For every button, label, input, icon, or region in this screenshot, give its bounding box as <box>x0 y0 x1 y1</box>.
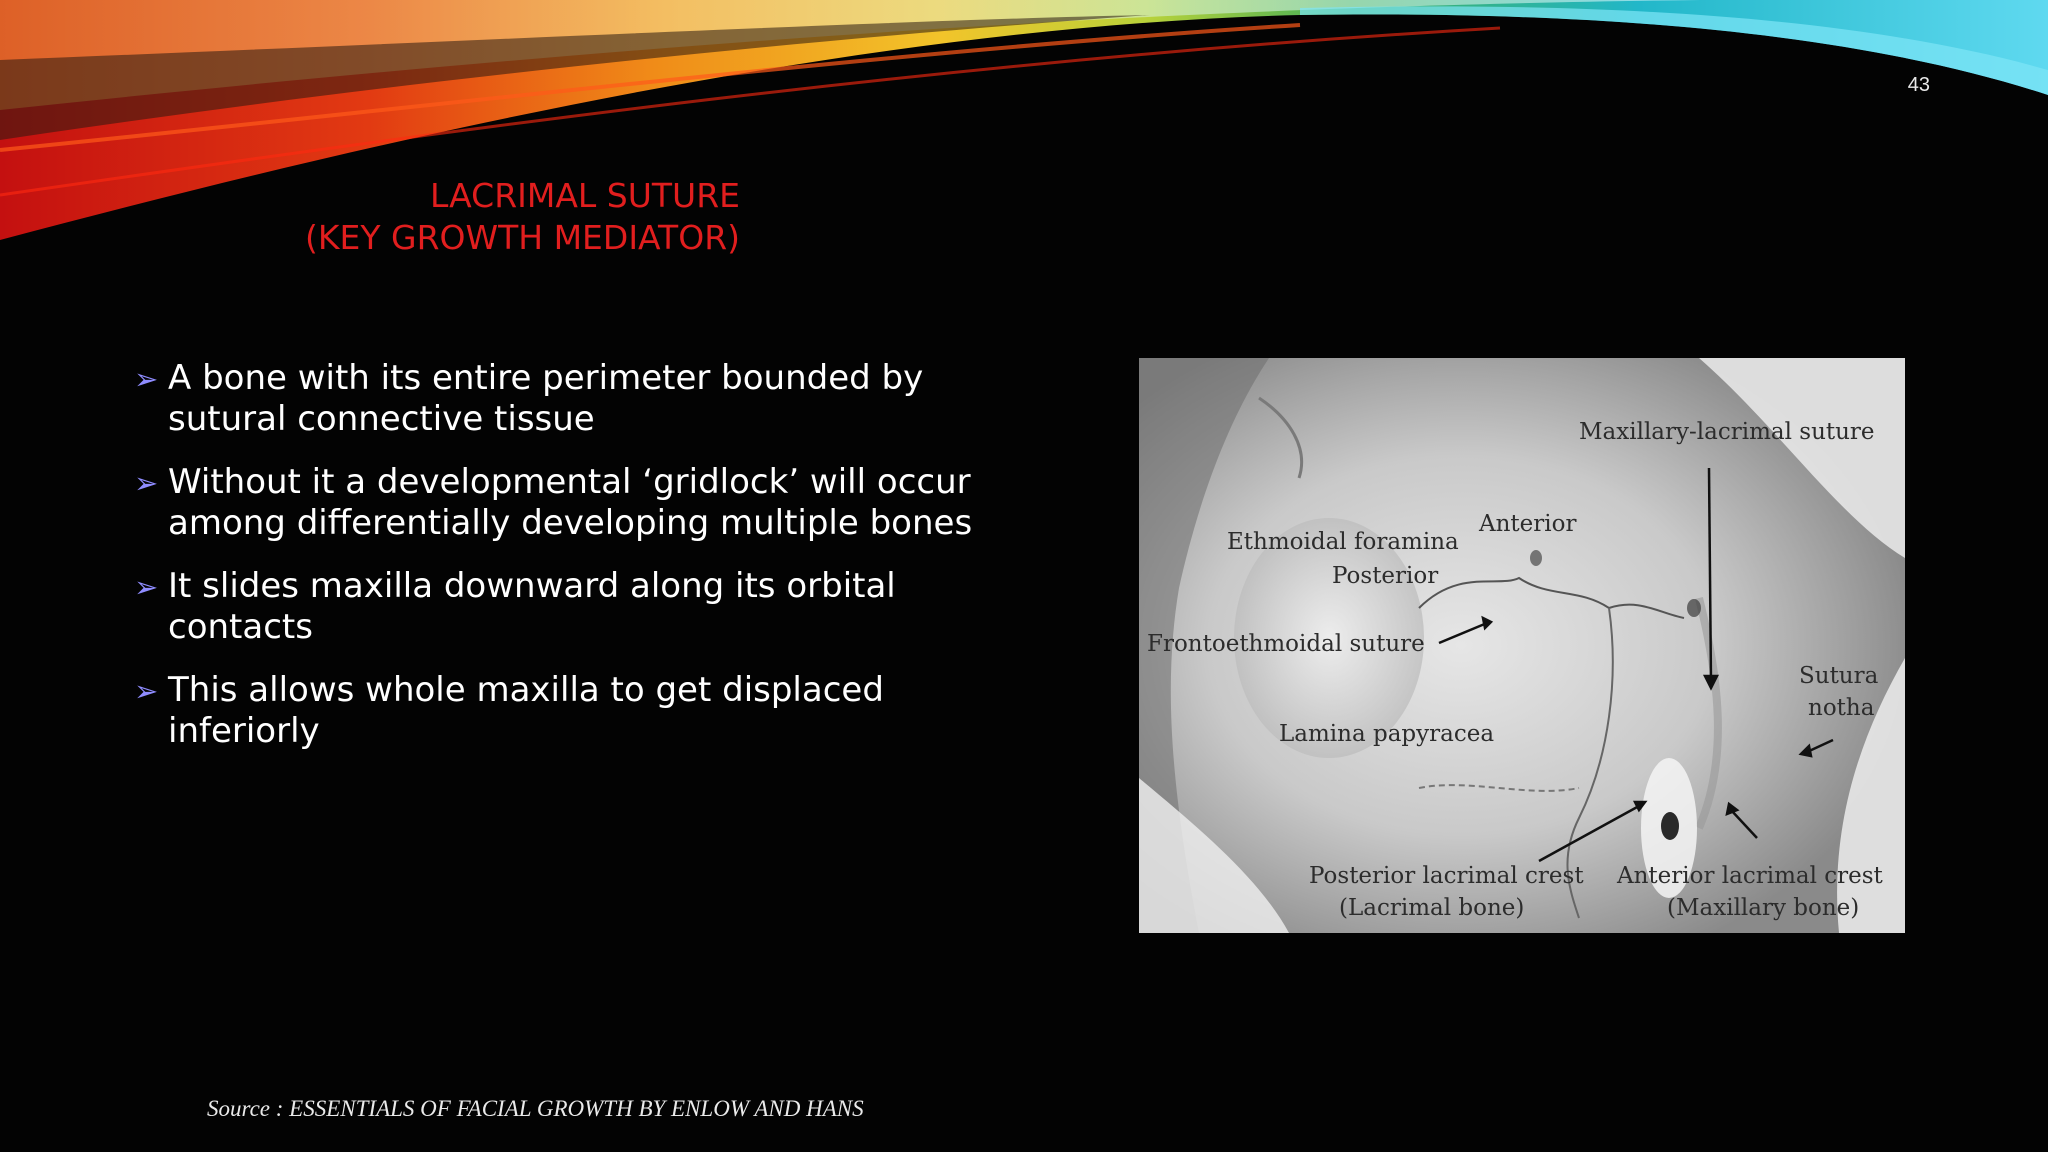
bullet-item <box>130 462 1010 544</box>
label-ethmoidal-foramina: Ethmoidal foramina <box>1227 529 1459 555</box>
bullet-text: This allows whole maxilla to get displaced inferiorly <box>168 670 884 751</box>
label-maxillary-bone: (Maxillary bone) <box>1667 895 1860 921</box>
bullet-text: Without it a developmental ‘gridlock’ will occur among differentially developing multiple bones <box>168 462 973 543</box>
bullet-item <box>130 670 1010 752</box>
label-posterior-lacrimal-crest: Posterior lacrimal crest <box>1309 863 1584 889</box>
arrow-bullet-icon: ➢ <box>134 674 159 708</box>
label-sutura: Sutura <box>1799 663 1879 689</box>
arrow-bullet-icon: ➢ <box>134 362 159 396</box>
slide-title <box>200 175 740 259</box>
bullet-text: It slides maxilla downward along its orbital contacts <box>168 566 896 647</box>
arrow-bullet-icon: ➢ <box>134 570 159 604</box>
slide-title-line-2: (KEY GROWTH MEDIATOR) <box>305 218 740 257</box>
orbit-anatomy-figure <box>1139 358 1905 933</box>
bullet-item <box>130 566 1010 648</box>
slide-title-line-1: LACRIMAL SUTURE <box>430 176 740 215</box>
label-lacrimal-bone: (Lacrimal bone) <box>1339 895 1525 921</box>
label-lamina-papyracea: Lamina papyracea <box>1279 721 1495 747</box>
arrow-bullet-icon: ➢ <box>134 466 159 500</box>
source-citation: Source : ESSENTIALS OF FACIAL GROWTH BY ENLOW AND HANS <box>207 1096 864 1121</box>
bullet-text: A bone with its entire perimeter bounded by sutural connective tissue <box>168 358 924 439</box>
bullet-item <box>130 358 1010 440</box>
page-number: 43 <box>1907 74 1930 96</box>
label-frontoethmoidal-suture: Frontoethmoidal suture <box>1147 631 1425 657</box>
label-notha: notha <box>1808 695 1875 721</box>
label-anterior: Anterior <box>1479 511 1577 537</box>
bullet-list <box>130 358 1010 774</box>
label-anterior-lacrimal-crest: Anterior lacrimal crest <box>1617 863 1883 889</box>
label-posterior: Posterior <box>1332 563 1439 589</box>
label-maxillary-lacrimal-suture: Maxillary-lacrimal suture <box>1579 419 1875 445</box>
